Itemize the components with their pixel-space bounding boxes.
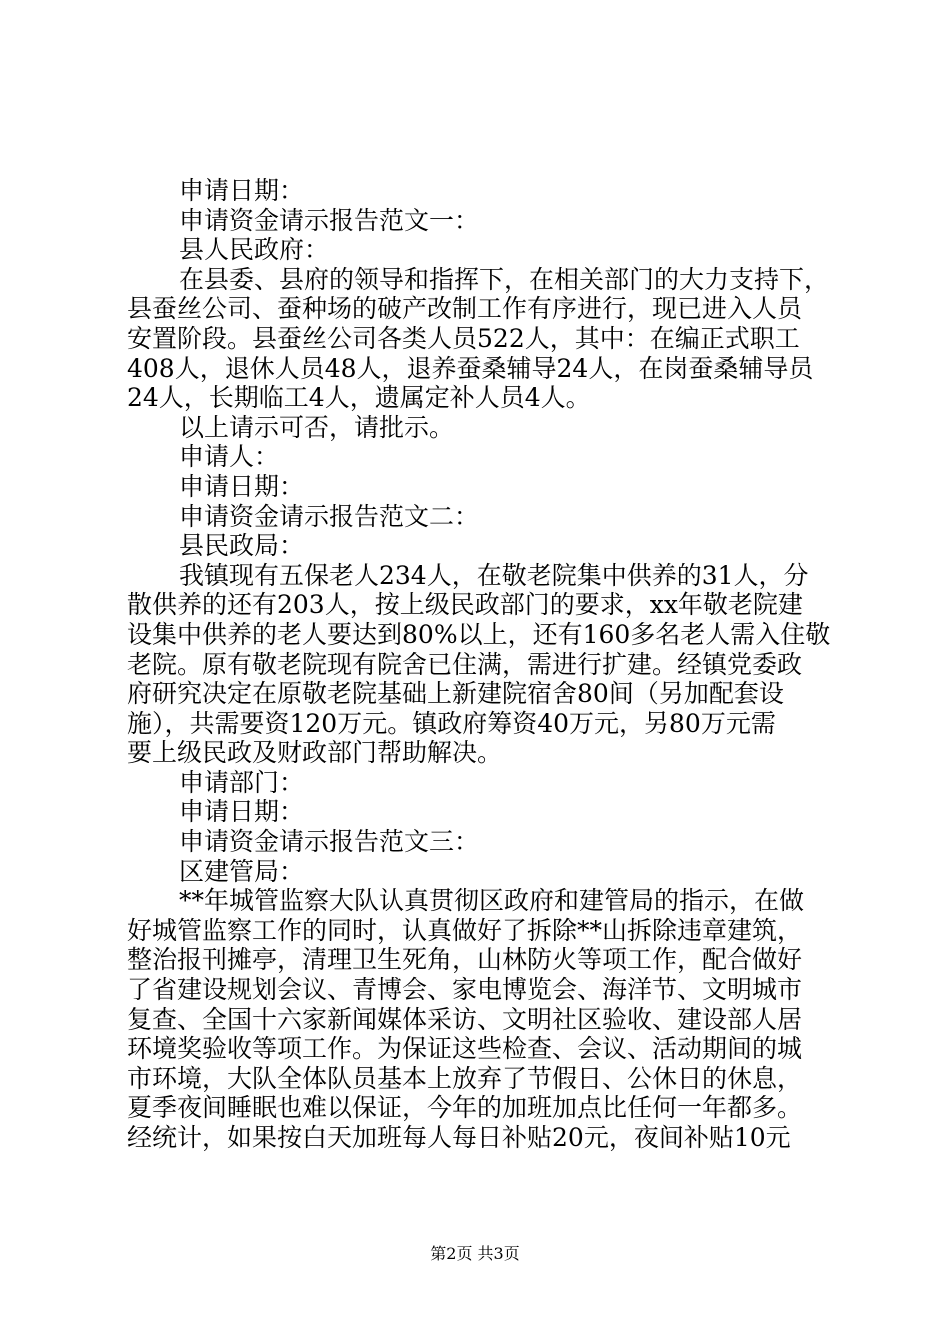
text-line: 在县委、县府的领导和指挥下，在相关部门的大力支持下， [179,264,830,294]
text-line: 申请人： [179,442,280,472]
text-line: 施），共需要资120万元。镇政府筹资40万元，另80万元需 [127,708,776,738]
text-line: 县民政局： [179,531,305,561]
text-line: **年城管监察大队认真贯彻区政府和建管局的指示，在做 [179,886,805,916]
text-line: 区建管局： [179,856,305,886]
text-line: 府研究决定在原敬老院基础上新建院宿舍80间（另加配套设 [127,679,784,709]
page-footer: 第2页 共3页 [430,1244,520,1263]
text-line: 夏季夜间睡眠也难以保证，今年的加班加点比任何一年都多。 [127,1093,803,1123]
text-line: 了省建设规划会议、青博会、家电博览会、海洋节、文明城市 [127,975,803,1005]
text-line: 我镇现有五保老人234人，在敬老院集中供养的31人，分 [179,560,809,590]
text-line: 好城管监察工作的同时，认真做好了拆除**山拆除违章建筑， [127,915,803,945]
text-line: 要上级民政及财政部门帮助解决。 [127,738,503,768]
text-line: 24人，长期临工4人，遗属定补人员4人。 [127,383,591,413]
text-line: 申请资金请示报告范文三： [179,827,480,857]
text-line: 设集中供养的老人要达到80%以上，还有160多名老人需入住敬 [127,619,831,649]
text-line: 环境奖验收等项工作。为保证这些检查、会议、活动期间的城 [127,1034,803,1064]
text-line: 申请部门： [179,767,305,797]
text-line: 申请日期： [179,797,305,827]
text-line: 申请资金请示报告范文二： [179,501,480,531]
text-line: 县人民政府： [179,235,330,265]
text-line: 以上请示可否，请批示。 [179,412,455,442]
text-line: 县蚕丝公司、蚕种场的破产改制工作有序进行，现已进入人员 [127,294,803,324]
text-line: 经统计，如果按白天加班每人每日补贴20元，夜间补贴10元 [127,1123,791,1152]
text-line: 申请资金请示报告范文一： [179,205,480,235]
text-line: 408人，退休人员48人，退养蚕桑辅导24人，在岗蚕桑辅导员 [127,353,814,383]
text-line: 散供养的还有203人，按上级民政部门的要求，xx年敬老院建 [127,590,803,620]
text-line: 老院。原有敬老院现有院舍已住满，需进行扩建。经镇党委政 [127,649,803,679]
text-line: 整治报刊摊亭，清理卫生死角，山林防火等项工作，配合做好 [127,945,803,975]
document-body [127,176,833,1153]
text-line: 申请日期： [179,471,305,501]
text-line: 市环境，大队全体队员基本上放弃了节假日、公休日的休息， [127,1063,803,1093]
text-line: 申请日期： [179,176,305,205]
text-line: 安置阶段。县蚕丝公司各类人员522人，其中：在编正式职工 [127,323,800,353]
text-line: 复查、全国十六家新闻媒体采访、文明社区验收、建设部人居 [127,1004,803,1034]
